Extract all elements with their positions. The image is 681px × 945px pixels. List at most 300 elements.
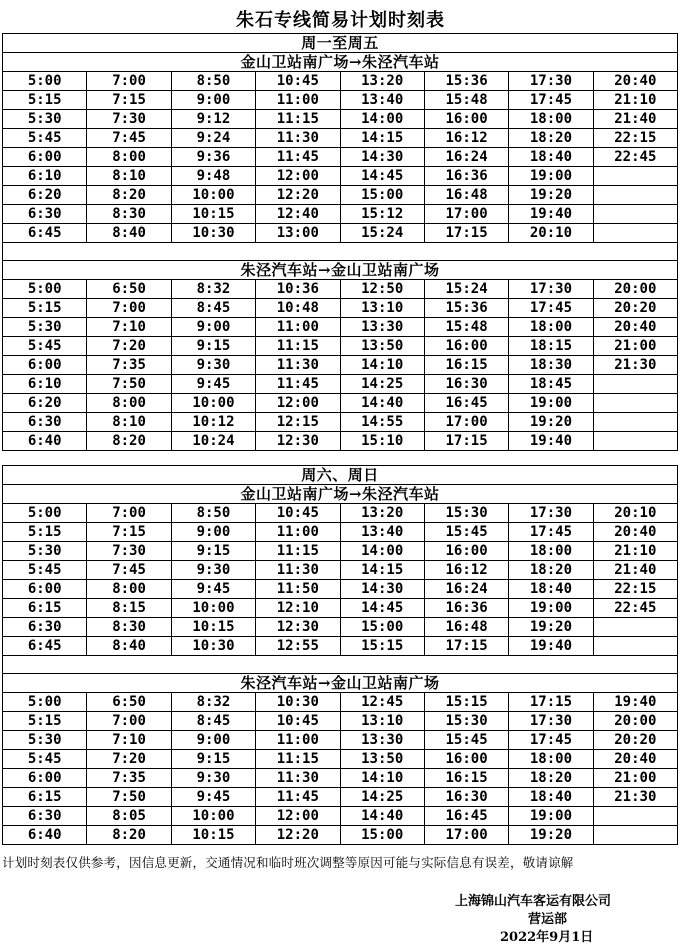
departure-time-cell: 15:10	[340, 432, 424, 451]
timetable-row	[3, 91, 678, 110]
departure-time-cell: 7:10	[87, 318, 171, 337]
departure-time-cell: 16:36	[424, 599, 508, 618]
departure-time-cell: 7:50	[87, 375, 171, 394]
departure-time-cell: 11:30	[256, 561, 340, 580]
departure-time-cell: 14:55	[340, 413, 424, 432]
departure-time-cell: 12:20	[256, 186, 340, 205]
timetable-row	[3, 542, 678, 561]
departure-time-cell: 12:45	[340, 693, 424, 712]
departure-time-cell: 9:00	[171, 91, 255, 110]
departure-time-cell: 18:20	[509, 769, 593, 788]
departure-time-cell: 15:00	[340, 618, 424, 637]
timetable-row	[3, 712, 678, 731]
departure-time-cell: 17:45	[509, 731, 593, 750]
timetable-row	[3, 224, 678, 243]
departure-time-cell: 18:00	[509, 750, 593, 769]
departure-time-cell	[593, 432, 677, 451]
departure-time-cell: 22:15	[593, 580, 677, 599]
departure-time-cell: 6:30	[3, 205, 87, 224]
route-direction-header: 金山卫站南广场→朱泾汽车站	[3, 485, 678, 504]
disclaimer-note: 计划时刻表仅供参考，因信息更新，交通情况和临时班次调整等原因可能与实际信息有误差，敬请谅解	[2, 855, 574, 870]
departure-time-cell: 17:15	[424, 432, 508, 451]
departure-time-cell: 6:00	[3, 769, 87, 788]
departure-time-cell: 7:15	[87, 91, 171, 110]
departure-time-cell: 10:48	[256, 299, 340, 318]
departure-time-cell: 20:20	[593, 299, 677, 318]
departure-time-cell: 6:10	[3, 167, 87, 186]
departure-time-cell	[593, 807, 677, 826]
departure-time-cell: 16:30	[424, 375, 508, 394]
departure-time-cell: 8:00	[87, 394, 171, 413]
departure-time-cell: 18:40	[509, 580, 593, 599]
departure-time-cell: 13:50	[340, 750, 424, 769]
departure-time-cell	[593, 375, 677, 394]
departure-time-cell: 13:40	[340, 91, 424, 110]
weekday-timetable	[2, 33, 678, 451]
departure-time-cell: 17:45	[509, 91, 593, 110]
departure-time-cell: 8:00	[87, 148, 171, 167]
departure-time-cell: 14:45	[340, 167, 424, 186]
departure-time-cell: 20:00	[593, 712, 677, 731]
departure-time-cell: 15:15	[340, 637, 424, 656]
departure-time-cell: 9:00	[171, 523, 255, 542]
departure-time-cell: 8:20	[87, 826, 171, 845]
departure-time-cell: 14:00	[340, 542, 424, 561]
departure-time-cell: 18:00	[509, 542, 593, 561]
page-title: 朱石专线简易计划时刻表	[236, 10, 445, 31]
route-direction-header: 金山卫站南广场→朱泾汽车站	[3, 53, 678, 72]
departure-time-cell: 14:45	[340, 599, 424, 618]
departure-time-cell: 21:00	[593, 769, 677, 788]
departure-time-cell: 12:00	[256, 167, 340, 186]
departure-time-cell: 8:50	[171, 72, 255, 91]
departure-time-cell: 13:40	[340, 523, 424, 542]
departure-time-cell: 15:48	[424, 91, 508, 110]
departure-time-cell: 17:15	[424, 637, 508, 656]
departure-time-cell: 12:50	[340, 280, 424, 299]
departure-time-cell: 10:30	[171, 637, 255, 656]
timetable-row	[3, 318, 678, 337]
departure-time-cell: 7:35	[87, 769, 171, 788]
departure-time-cell: 6:00	[3, 580, 87, 599]
departure-time-cell: 10:12	[171, 413, 255, 432]
departure-time-cell: 22:45	[593, 148, 677, 167]
departure-time-cell: 8:10	[87, 167, 171, 186]
departure-time-cell: 17:00	[424, 413, 508, 432]
departure-time-cell: 13:10	[340, 299, 424, 318]
departure-time-cell: 16:00	[424, 110, 508, 129]
departure-time-cell: 18:45	[509, 375, 593, 394]
departure-time-cell: 17:30	[509, 504, 593, 523]
departure-time-cell: 5:00	[3, 693, 87, 712]
departure-time-cell: 5:00	[3, 504, 87, 523]
departure-time-cell: 5:15	[3, 712, 87, 731]
departure-time-cell: 19:00	[509, 394, 593, 413]
departure-time-cell: 13:20	[340, 504, 424, 523]
timetable-row	[3, 167, 678, 186]
departure-time-cell: 20:20	[593, 731, 677, 750]
timetable-row	[3, 731, 678, 750]
departure-time-cell: 7:45	[87, 561, 171, 580]
departure-time-cell: 19:00	[509, 807, 593, 826]
timetable-row	[3, 580, 678, 599]
departure-time-cell: 11:30	[256, 129, 340, 148]
departure-time-cell: 7:10	[87, 731, 171, 750]
departure-time-cell: 15:12	[340, 205, 424, 224]
departure-time-cell: 5:45	[3, 750, 87, 769]
departure-time-cell: 7:20	[87, 750, 171, 769]
departure-time-cell: 14:30	[340, 148, 424, 167]
departure-time-cell: 7:00	[87, 712, 171, 731]
departure-time-cell: 11:50	[256, 580, 340, 599]
departure-time-cell: 7:35	[87, 356, 171, 375]
departure-time-cell: 17:15	[509, 693, 593, 712]
timetable-row	[3, 356, 678, 375]
departure-time-cell	[593, 167, 677, 186]
departure-time-cell: 8:32	[171, 693, 255, 712]
departure-time-cell: 16:15	[424, 356, 508, 375]
departure-time-cell: 7:00	[87, 299, 171, 318]
departure-time-cell: 6:00	[3, 356, 87, 375]
departure-time-cell: 18:00	[509, 110, 593, 129]
departure-time-cell: 11:30	[256, 356, 340, 375]
timetable-row	[3, 769, 678, 788]
departure-time-cell: 16:00	[424, 542, 508, 561]
departure-time-cell: 19:00	[509, 167, 593, 186]
departure-time-cell: 7:30	[87, 542, 171, 561]
timetable-row	[3, 504, 678, 523]
departure-time-cell: 19:20	[509, 186, 593, 205]
departure-time-cell: 12:30	[256, 432, 340, 451]
departure-time-cell: 11:15	[256, 337, 340, 356]
timetable-row	[3, 72, 678, 91]
departure-time-cell: 9:45	[171, 580, 255, 599]
departure-time-cell: 16:30	[424, 788, 508, 807]
timetable-row	[3, 750, 678, 769]
departure-time-cell: 13:50	[340, 337, 424, 356]
company-name: 上海锦山汽车客运有限公司	[455, 894, 612, 909]
timetable-row	[3, 637, 678, 656]
departure-time-cell: 21:00	[593, 337, 677, 356]
departure-time-cell: 7:30	[87, 110, 171, 129]
departure-time-cell: 6:50	[87, 280, 171, 299]
departure-time-cell: 9:48	[171, 167, 255, 186]
departure-time-cell: 11:00	[256, 318, 340, 337]
timetable-row	[3, 337, 678, 356]
departure-time-cell: 13:00	[256, 224, 340, 243]
departure-time-cell: 9:00	[171, 731, 255, 750]
departure-time-cell: 6:50	[87, 693, 171, 712]
departure-time-cell: 8:00	[87, 580, 171, 599]
departure-time-cell: 15:00	[340, 826, 424, 845]
departure-time-cell: 5:45	[3, 337, 87, 356]
departure-time-cell: 13:10	[340, 712, 424, 731]
departure-time-cell: 17:00	[424, 826, 508, 845]
departure-time-cell: 6:45	[3, 224, 87, 243]
departure-time-cell: 12:15	[256, 413, 340, 432]
section-spacer-row	[3, 656, 678, 674]
departure-time-cell: 18:20	[509, 129, 593, 148]
departure-time-cell	[593, 394, 677, 413]
timetable-row	[3, 413, 678, 432]
departure-time-cell: 12:10	[256, 599, 340, 618]
departure-time-cell: 6:40	[3, 432, 87, 451]
departure-time-cell: 10:00	[171, 394, 255, 413]
departure-time-cell: 20:40	[593, 523, 677, 542]
timetable-row	[3, 205, 678, 224]
departure-time-cell: 6:00	[3, 148, 87, 167]
departure-time-cell: 16:45	[424, 394, 508, 413]
departure-time-cell: 11:15	[256, 750, 340, 769]
departure-time-cell: 6:15	[3, 599, 87, 618]
departure-time-cell: 9:36	[171, 148, 255, 167]
departure-time-cell: 20:40	[593, 750, 677, 769]
departure-time-cell: 10:15	[171, 205, 255, 224]
departure-time-cell: 19:40	[509, 432, 593, 451]
departure-time-cell: 15:24	[340, 224, 424, 243]
departure-time-cell: 21:30	[593, 788, 677, 807]
timetable-row	[3, 186, 678, 205]
departure-time-cell: 22:45	[593, 599, 677, 618]
departure-time-cell: 15:45	[424, 731, 508, 750]
departure-time-cell: 12:20	[256, 826, 340, 845]
departure-time-cell: 16:36	[424, 167, 508, 186]
departure-time-cell: 16:24	[424, 580, 508, 599]
departure-time-cell: 19:40	[509, 205, 593, 224]
departure-time-cell: 18:40	[509, 788, 593, 807]
departure-time-cell: 5:45	[3, 129, 87, 148]
departure-time-cell: 14:25	[340, 788, 424, 807]
departure-time-cell	[593, 224, 677, 243]
departure-time-cell: 8:05	[87, 807, 171, 826]
departure-time-cell: 17:45	[509, 523, 593, 542]
departure-time-cell: 6:45	[3, 637, 87, 656]
departure-time-cell: 15:00	[340, 186, 424, 205]
departure-time-cell: 13:30	[340, 318, 424, 337]
timetable-row	[3, 693, 678, 712]
departure-time-cell: 14:00	[340, 110, 424, 129]
departure-time-cell: 7:15	[87, 523, 171, 542]
departure-time-cell: 16:12	[424, 129, 508, 148]
departure-time-cell: 14:10	[340, 356, 424, 375]
departure-time-cell: 20:40	[593, 72, 677, 91]
departure-time-cell: 11:00	[256, 523, 340, 542]
departure-time-cell: 7:00	[87, 72, 171, 91]
departure-time-cell	[593, 637, 677, 656]
departure-time-cell: 17:30	[509, 712, 593, 731]
departure-time-cell: 14:10	[340, 769, 424, 788]
route-direction-header: 朱泾汽车站→金山卫站南广场	[3, 674, 678, 693]
departure-time-cell: 17:00	[424, 205, 508, 224]
departure-time-cell: 10:00	[171, 186, 255, 205]
issue-date: 2022年9月1日	[500, 930, 594, 945]
departure-time-cell: 11:45	[256, 375, 340, 394]
departure-time-cell	[593, 413, 677, 432]
departure-time-cell: 19:20	[509, 826, 593, 845]
timetable-row	[3, 788, 678, 807]
departure-time-cell: 6:15	[3, 788, 87, 807]
departure-time-cell: 9:30	[171, 356, 255, 375]
departure-time-cell: 14:30	[340, 580, 424, 599]
departure-time-cell: 18:15	[509, 337, 593, 356]
departure-time-cell: 6:40	[3, 826, 87, 845]
timetable-row	[3, 618, 678, 637]
departure-time-cell: 8:45	[171, 712, 255, 731]
timetable-row	[3, 826, 678, 845]
departure-time-cell: 11:30	[256, 769, 340, 788]
departure-time-cell: 10:30	[171, 224, 255, 243]
departure-time-cell: 5:30	[3, 731, 87, 750]
departure-time-cell: 13:20	[340, 72, 424, 91]
departure-time-cell: 11:00	[256, 91, 340, 110]
departure-time-cell: 16:00	[424, 750, 508, 769]
timetable-row	[3, 375, 678, 394]
departure-time-cell: 10:15	[171, 618, 255, 637]
departure-time-cell: 14:15	[340, 561, 424, 580]
timetable-row	[3, 110, 678, 129]
departure-time-cell: 11:45	[256, 148, 340, 167]
departure-time-cell: 21:10	[593, 542, 677, 561]
departure-time-cell: 15:36	[424, 299, 508, 318]
departure-time-cell: 18:40	[509, 148, 593, 167]
departure-time-cell: 21:30	[593, 356, 677, 375]
departure-time-cell: 16:48	[424, 618, 508, 637]
departure-time-cell: 16:15	[424, 769, 508, 788]
departure-time-cell	[593, 186, 677, 205]
timetable-row	[3, 129, 678, 148]
departure-time-cell: 15:30	[424, 504, 508, 523]
departure-time-cell: 10:00	[171, 599, 255, 618]
departure-time-cell: 19:40	[593, 693, 677, 712]
departure-time-cell: 16:24	[424, 148, 508, 167]
timetable-row	[3, 148, 678, 167]
departure-time-cell: 6:30	[3, 413, 87, 432]
departure-time-cell: 10:36	[256, 280, 340, 299]
route-direction-header: 朱泾汽车站→金山卫站南广场	[3, 261, 678, 280]
departure-time-cell: 14:15	[340, 129, 424, 148]
departure-time-cell: 15:36	[424, 72, 508, 91]
departure-time-cell: 18:30	[509, 356, 593, 375]
departure-time-cell: 9:30	[171, 561, 255, 580]
departure-time-cell: 15:30	[424, 712, 508, 731]
weekend-timetable	[2, 465, 678, 845]
departure-time-cell: 14:40	[340, 807, 424, 826]
departure-time-cell: 8:30	[87, 205, 171, 224]
departure-time-cell	[593, 205, 677, 224]
departure-time-cell: 12:00	[256, 394, 340, 413]
departure-time-cell: 13:30	[340, 731, 424, 750]
departure-time-cell: 17:15	[424, 224, 508, 243]
department-name: 营运部	[528, 912, 568, 927]
departure-time-cell: 8:50	[171, 504, 255, 523]
departure-time-cell: 6:20	[3, 394, 87, 413]
departure-time-cell: 9:24	[171, 129, 255, 148]
departure-time-cell: 20:00	[593, 280, 677, 299]
departure-time-cell: 10:00	[171, 807, 255, 826]
departure-time-cell: 14:25	[340, 375, 424, 394]
timetable-row	[3, 807, 678, 826]
departure-time-cell: 6:30	[3, 618, 87, 637]
departure-time-cell: 5:30	[3, 542, 87, 561]
departure-time-cell: 15:15	[424, 693, 508, 712]
departure-time-cell: 17:45	[509, 299, 593, 318]
departure-time-cell: 15:24	[424, 280, 508, 299]
departure-time-cell: 21:40	[593, 110, 677, 129]
departure-time-cell: 8:15	[87, 599, 171, 618]
departure-time-cell: 11:15	[256, 110, 340, 129]
departure-time-cell: 20:40	[593, 318, 677, 337]
timetable-row	[3, 599, 678, 618]
departure-time-cell: 10:15	[171, 826, 255, 845]
departure-time-cell: 5:00	[3, 280, 87, 299]
departure-time-cell: 18:20	[509, 561, 593, 580]
departure-time-cell: 5:15	[3, 91, 87, 110]
departure-time-cell: 16:12	[424, 561, 508, 580]
departure-time-cell: 8:45	[171, 299, 255, 318]
section-spacer-row	[3, 243, 678, 261]
departure-time-cell: 9:30	[171, 769, 255, 788]
departure-time-cell: 19:00	[509, 599, 593, 618]
departure-time-cell: 21:40	[593, 561, 677, 580]
departure-time-cell: 11:15	[256, 542, 340, 561]
timetable-row	[3, 523, 678, 542]
departure-time-cell: 14:40	[340, 394, 424, 413]
departure-time-cell: 15:48	[424, 318, 508, 337]
departure-time-cell: 6:30	[3, 807, 87, 826]
departure-time-cell: 11:00	[256, 731, 340, 750]
departure-time-cell: 6:20	[3, 186, 87, 205]
departure-time-cell: 15:45	[424, 523, 508, 542]
departure-time-cell: 9:45	[171, 375, 255, 394]
weekday-day-range-header: 周一至周五	[3, 34, 678, 53]
departure-time-cell: 9:15	[171, 337, 255, 356]
departure-time-cell: 16:00	[424, 337, 508, 356]
departure-time-cell: 10:45	[256, 504, 340, 523]
departure-time-cell: 12:55	[256, 637, 340, 656]
departure-time-cell: 20:10	[593, 504, 677, 523]
departure-time-cell: 7:45	[87, 129, 171, 148]
departure-time-cell: 5:15	[3, 523, 87, 542]
departure-time-cell: 7:00	[87, 504, 171, 523]
departure-time-cell: 8:32	[171, 280, 255, 299]
departure-time-cell: 16:45	[424, 807, 508, 826]
weekend-day-range-header: 周六、周日	[3, 466, 678, 485]
departure-time-cell: 21:10	[593, 91, 677, 110]
departure-time-cell: 9:45	[171, 788, 255, 807]
timetable-row	[3, 280, 678, 299]
departure-time-cell: 5:45	[3, 561, 87, 580]
departure-time-cell: 12:30	[256, 618, 340, 637]
departure-time-cell: 6:10	[3, 375, 87, 394]
timetable-row	[3, 432, 678, 451]
departure-time-cell: 9:00	[171, 318, 255, 337]
timetable-row	[3, 561, 678, 580]
departure-time-cell: 8:10	[87, 413, 171, 432]
departure-time-cell: 17:30	[509, 72, 593, 91]
departure-time-cell: 9:12	[171, 110, 255, 129]
departure-time-cell: 19:40	[509, 637, 593, 656]
departure-time-cell: 22:15	[593, 129, 677, 148]
departure-time-cell: 5:30	[3, 110, 87, 129]
departure-time-cell: 8:40	[87, 224, 171, 243]
departure-time-cell	[593, 826, 677, 845]
departure-time-cell: 12:00	[256, 807, 340, 826]
departure-time-cell: 10:30	[256, 693, 340, 712]
departure-time-cell: 8:40	[87, 637, 171, 656]
departure-time-cell: 7:50	[87, 788, 171, 807]
departure-time-cell: 5:30	[3, 318, 87, 337]
departure-time-cell: 7:20	[87, 337, 171, 356]
